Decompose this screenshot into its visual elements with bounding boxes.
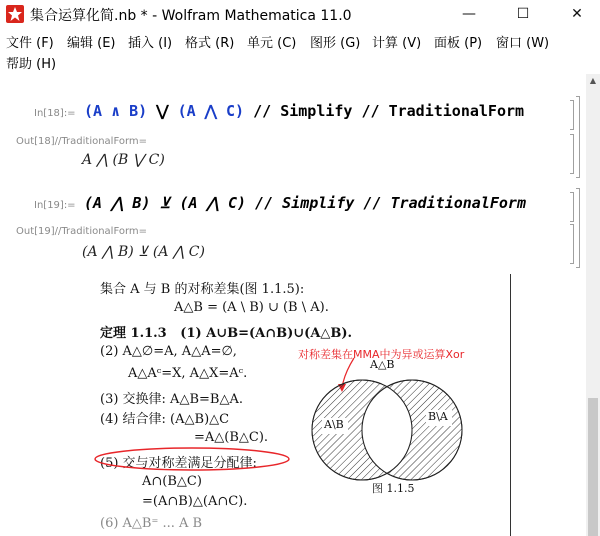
- book-line-3: 定理 1.1.3 (1) A∪B=(A∩B)∪(A△B).: [100, 326, 353, 341]
- highlight-ellipse: [92, 444, 292, 474]
- venn-left-label: A\B: [324, 418, 344, 431]
- in18-part-a: (A ∧ B): [84, 102, 148, 120]
- close-button[interactable]: ✕: [571, 6, 583, 22]
- menu-palettes[interactable]: 面板 (P): [434, 36, 483, 51]
- book-line-6: (3) 交换律: A△B=B△A.: [100, 392, 243, 407]
- book-line-9: (5) 交与对称差满足分配律:: [100, 456, 257, 471]
- scroll-up-arrow-icon[interactable]: ▲: [589, 76, 597, 85]
- menu-file[interactable]: 文件 (F): [6, 36, 54, 51]
- in19-cell-bracket[interactable]: [570, 192, 574, 222]
- annotation-text: 对称差集在MMA中为异或运算Xor: [298, 348, 465, 361]
- in19-label: In[19]:=: [34, 200, 76, 211]
- book-line-7: (4) 结合律: (A△B)△C: [100, 412, 230, 427]
- menu-edit[interactable]: 编辑 (E): [67, 36, 116, 51]
- maximize-button[interactable]: ☐: [516, 6, 530, 22]
- in19-input[interactable]: (A ⋀ B) ⊻ (A ⋀ C) // Simplify // TraditionalForm: [84, 194, 526, 212]
- out18-output: A ⋀ (B ⋁ C): [82, 152, 165, 168]
- mathematica-app-icon: [6, 5, 24, 23]
- menu-insert[interactable]: 插入 (I): [128, 36, 173, 51]
- out19-label: Out[19]//TraditionalForm=: [16, 226, 148, 237]
- book-line-11: =(A∩B)△(A∩C).: [142, 494, 248, 509]
- scrollbar-thumb[interactable]: [588, 398, 598, 536]
- in18-op: ⋁: [147, 102, 178, 120]
- in18-input[interactable]: [84, 102, 524, 120]
- menu-format[interactable]: 格式 (R): [185, 36, 235, 51]
- out19-output: (A ⋀ B) ⊻ (A ⋀ C): [82, 244, 205, 260]
- menu-window[interactable]: 窗口 (W): [496, 36, 550, 51]
- out18-label: Out[18]//TraditionalForm=: [16, 136, 148, 147]
- group18-cell-bracket[interactable]: [576, 96, 580, 178]
- book-line-1: 集合 A 与 B 的对称差集(图 1.1.5):: [100, 282, 305, 297]
- window-title: 集合运算化简.nb * - Wolfram Mathematica 11.0: [30, 8, 352, 24]
- textbook-image: [84, 272, 516, 536]
- in18-rest: // Simplify // TraditionalForm: [244, 102, 525, 120]
- page-edge-line: [510, 274, 511, 536]
- venn-top-label: A△B: [370, 358, 395, 371]
- group19-cell-bracket[interactable]: [576, 188, 580, 268]
- menu-help[interactable]: 帮助 (H): [6, 57, 57, 72]
- minimize-button[interactable]: —: [462, 6, 476, 22]
- book-line-8: =A△(B△C).: [194, 430, 269, 445]
- in18-cell-bracket[interactable]: [570, 100, 574, 130]
- menu-cell[interactable]: 单元 (C): [247, 36, 297, 51]
- out19-cell-bracket[interactable]: [570, 224, 574, 264]
- menu-bar: [0, 28, 600, 74]
- book-line-4: (2) A△∅=A, A△A=∅,: [100, 344, 237, 359]
- book-line-2: A△B = (A \ B) ∪ (B \ A).: [174, 300, 329, 315]
- book-line-5: A△Aᶜ=X, A△X=Aᶜ.: [128, 366, 248, 381]
- venn-right-label: B\A: [428, 410, 448, 423]
- book-line-10: A∩(B△C): [142, 474, 202, 489]
- title-bar: [0, 0, 600, 28]
- figure-caption: 图 1.1.5: [372, 482, 415, 495]
- menu-graphics[interactable]: 图形 (G): [310, 36, 361, 51]
- in18-label: In[18]:=: [34, 108, 76, 119]
- book-line-12: (6) A△B⁼ ... A B: [100, 516, 203, 531]
- in18-part-b: (A ⋀ C): [177, 102, 245, 120]
- menu-evaluation[interactable]: 计算 (V): [372, 36, 422, 51]
- out18-cell-bracket[interactable]: [570, 134, 574, 174]
